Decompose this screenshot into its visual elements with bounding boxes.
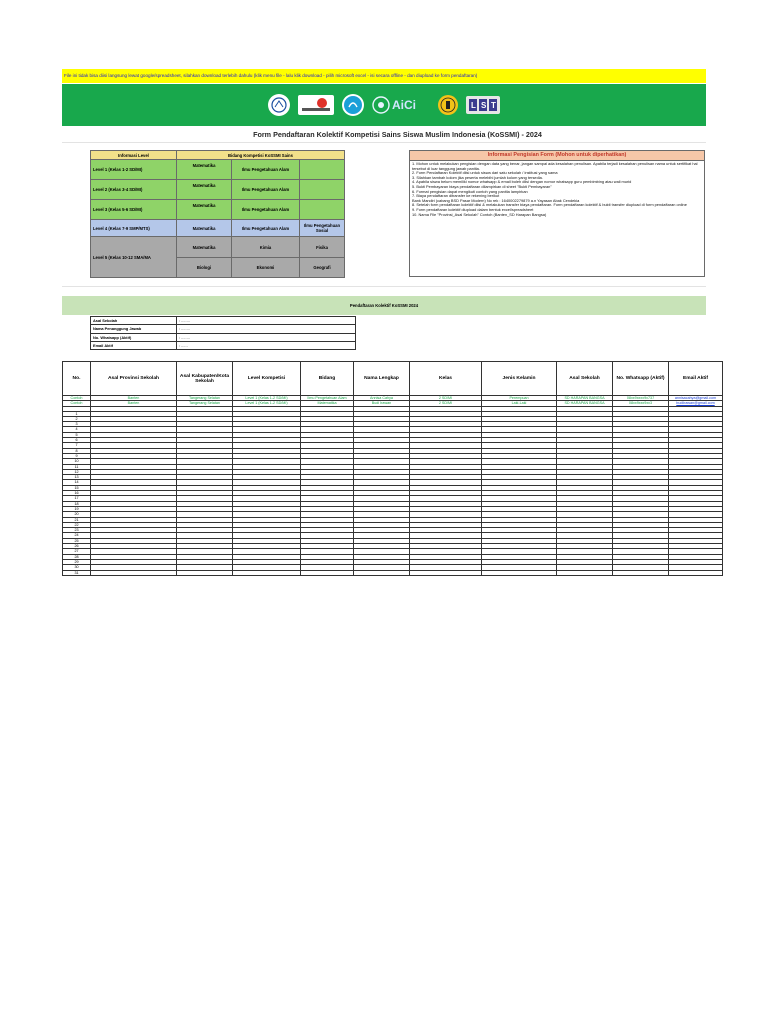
example-cell: SD HARAPAN BANGSA	[557, 401, 613, 406]
example-cell: budiirawan@gmail.com	[669, 401, 723, 406]
input-cell[interactable]	[301, 570, 354, 575]
level-label: Level 4 (Kelas 7-9 SMP/MTS)	[91, 220, 177, 237]
row-number: 5	[63, 432, 91, 437]
subject-cell	[300, 180, 345, 200]
col-header-level: Level Kompetisi	[233, 362, 301, 396]
col-header-province: Asal Provinsi Sekolah	[91, 362, 177, 396]
school-info-label: Email Aktif	[91, 341, 177, 349]
level-label: Level 3 (Kelas 5-6 SD/MI)	[91, 200, 177, 220]
subject-cell: Matematika	[177, 220, 232, 237]
row-number: 4	[63, 427, 91, 432]
example-cell: Contoh	[63, 396, 91, 401]
school-info-label: Asal Sekolah	[91, 317, 177, 325]
row-number: 8	[63, 448, 91, 453]
row-number: 3	[63, 422, 91, 427]
row-number: 11	[63, 464, 91, 469]
row-number: 17	[63, 496, 91, 501]
info-line: Bank Mandiri (cabang BSD Pasar Modern) No rek : 1640002279879 a.n Yayasan Abak Cendekia	[412, 197, 580, 203]
example-cell: Level 1 (Kelas 1-2 SD/MI)	[233, 401, 301, 406]
subject-cell: Ekonomi	[232, 258, 300, 278]
school-info-value[interactable]: : ........	[177, 325, 356, 333]
info-line: 6. Format pengisian dapat mengikuti contoh yang panitia lampirkan	[412, 188, 528, 194]
col-header-gender: Jenis Kelamin	[482, 362, 557, 396]
level-row	[91, 160, 345, 180]
school-info-value[interactable]: : ........	[177, 317, 356, 325]
input-cell[interactable]	[177, 570, 233, 575]
row-number: 28	[63, 554, 91, 559]
registration-bar: Pendaftaran Kolektif KoSSMI 2024	[62, 296, 706, 315]
row-number: 2	[63, 416, 91, 421]
level-row	[91, 180, 345, 200]
col-header-city: Asal Kabupaten/Kota Sekolah	[177, 362, 233, 396]
row-number: 30	[63, 565, 91, 570]
level-header: Informasi Level	[91, 151, 177, 160]
example-cell: Annisa Cahya	[354, 396, 410, 401]
school-info-label: Nama Penanggung Jawab	[91, 325, 177, 333]
row-number: 21	[63, 517, 91, 522]
row-number: 26	[63, 544, 91, 549]
svg-text:T: T	[491, 101, 496, 110]
row-number: 22	[63, 522, 91, 527]
info-line: 3. Silahkan tambah kolom jika peserta melebihi jumlah kolom yang tersedia.	[412, 174, 543, 180]
subject-cell: Kimia	[232, 237, 300, 258]
school-info-row	[91, 325, 356, 333]
input-cell[interactable]	[669, 570, 723, 575]
row-number: 7	[63, 443, 91, 448]
row-number: 9	[63, 453, 91, 458]
subject-cell: Ilmu Pengetahuan Alam	[232, 180, 300, 200]
example-cell: Tangerang Selatan	[177, 401, 233, 406]
input-cell[interactable]	[354, 570, 410, 575]
subject-cell: Ilmu Pengetahuan Alam	[232, 200, 300, 220]
row-number: 14	[63, 480, 91, 485]
info-title: Informasi Pengisian Form (Mohon untuk diperhatikan)	[410, 151, 704, 161]
info-line: 5. Bukti Pembayaran biaya pendaftaran dilampirkan di sheet "Bukti Pembayaran"	[412, 183, 552, 189]
subject-cell	[300, 160, 345, 180]
subject-cell: Ilmu Pengetahuan Alam	[232, 220, 300, 237]
example-cell: Contoh	[63, 401, 91, 406]
aici-logo	[372, 94, 430, 116]
col-header-class: Kelas	[410, 362, 482, 396]
level-label: Level 1 (Kelas 1-2 SD/MI)	[91, 160, 177, 180]
svg-text:AiCi: AiCi	[392, 98, 416, 112]
subject-cell: Geografi	[300, 258, 345, 278]
row-number: 23	[63, 528, 91, 533]
subject-cell: Fisika	[300, 237, 345, 258]
example-cell: Perempuan	[482, 396, 557, 401]
subject-header: Bidang Kompetisi KoSSMI Sains	[177, 151, 345, 160]
level-info-table	[90, 150, 345, 278]
info-line: 7. Biaya pendaftaran ditransfer ke rekening berikut	[412, 193, 500, 199]
info-line: 10. Nama File "Provinsi_Asal Sekolah" Contoh (Banten_SD Harapan Bangsa)	[412, 211, 547, 217]
input-cell[interactable]	[557, 570, 613, 575]
level-label: Level 5 (Kelas 10-12 SMA/MA	[91, 237, 177, 278]
col-header-name: Nama Lengkap	[354, 362, 410, 396]
info-line: 1. Mohon untuk melakukan pengisian dengan data yang benar, jangan sampai ada kesalahan penulisan. Apabila terjadi kesalahan penulisan nama untuk sertifikat hal tersebut di luar tanggung jawab panitia.	[412, 161, 698, 171]
example-cell: annisacahya@gmail.com	[669, 396, 723, 401]
school-info-value[interactable]: : ......	[177, 341, 356, 349]
info-line: 9. Form pendaftaran kolektif diupload dalam bentuk excel/spreadsheet	[412, 206, 534, 212]
school-info-value[interactable]: : ........	[177, 333, 356, 341]
row-number: 10	[63, 459, 91, 464]
row-number: 24	[63, 533, 91, 538]
school-info-table	[90, 316, 356, 350]
info-line: 8. Setelah form pendaftaran kolektif diisi & melakukan transfer biaya pendaftaran. Form pendaftaran kolektif & bukti transfer diupload di form pendaftaran online	[412, 202, 687, 208]
row-number: 15	[63, 485, 91, 490]
subject-cell: Matematika	[177, 160, 232, 180]
subject-cell: Matematika	[177, 200, 232, 220]
input-cell[interactable]	[613, 570, 669, 575]
subject-cell: Ilmu Pengetahuan Alam	[232, 160, 300, 180]
col-header-no: No.	[63, 362, 91, 396]
level-table-header	[91, 151, 345, 160]
school-info-row	[91, 333, 356, 341]
row-number: 13	[63, 475, 91, 480]
example-cell: Matematika	[301, 401, 354, 406]
row-number: 6	[63, 438, 91, 443]
row-number: 1	[63, 411, 91, 416]
subject-cell: Ilmu Pengetahuan Sosial	[300, 220, 345, 237]
table-row	[63, 570, 723, 575]
input-cell[interactable]	[91, 570, 177, 575]
level-row	[91, 220, 345, 237]
info-line: 2. Form Pendaftaran Kolektif diisi untuk siswa dari satu sekolah / institusi yang sama	[412, 170, 558, 176]
lst-logo	[466, 96, 500, 114]
info-body	[410, 161, 704, 218]
level-row	[91, 237, 345, 258]
example-cell: 2 SD/MI	[410, 396, 482, 401]
row-number: 27	[63, 549, 91, 554]
download-notice: File ini tidak bisa diisi langsung lewat google/spreadsheet, silahkan download terlebih dahulu (klik menu file - lalu klik download - pilih microsoft excel - isi secara offline - dan diupload ke form pendaftaran)	[62, 69, 706, 83]
col-header-email: Email Aktif	[669, 362, 723, 396]
school-info-row	[91, 341, 356, 349]
input-cell[interactable]	[410, 570, 482, 575]
sponsor-banner	[62, 84, 706, 126]
col-header-school: Asal Sekolah	[557, 362, 613, 396]
kossmi-logo	[342, 94, 364, 116]
example-cell: 08xx9xxx9xx3	[613, 401, 669, 406]
table-header-row	[63, 362, 723, 396]
example-cell: 2 SD/MI	[410, 401, 482, 406]
example-cell: Tangerang Selatan	[177, 396, 233, 401]
col-header-field: Bidang	[301, 362, 354, 396]
info-line: 4. Apabila siswa belum memiliki nomor whatsapp & email boleh diisi dengan nomor whatsapp guru pembimbing atau wali murid	[412, 179, 632, 185]
row-number: 20	[63, 512, 91, 517]
svg-text:S: S	[481, 101, 487, 110]
subject-cell: Matematika	[177, 237, 232, 258]
example-cell: Banten	[91, 396, 177, 401]
col-header-whatsapp: No. Whatsapp (Aktif)	[613, 362, 669, 396]
row-number: 19	[63, 506, 91, 511]
form-info-box	[409, 150, 705, 277]
subject-cell: Matematika	[177, 180, 232, 200]
sains-siswa-logo	[268, 94, 290, 116]
university-seal-icon	[438, 95, 458, 115]
example-cell: SD HARAPAN BANGSA	[557, 396, 613, 401]
input-cell[interactable]	[233, 570, 301, 575]
participant-table	[62, 361, 723, 576]
karya-anak-logo	[298, 95, 334, 115]
input-cell[interactable]	[482, 570, 557, 575]
example-cell: Ilmu Pengetahuan Alam	[301, 396, 354, 401]
example-cell: 08xx9xxxx9x737	[613, 396, 669, 401]
row-number: 18	[63, 501, 91, 506]
row-number: 31	[63, 570, 91, 575]
row-number: 12	[63, 469, 91, 474]
svg-text:L: L	[471, 101, 476, 110]
example-cell: Banten	[91, 401, 177, 406]
level-row	[91, 200, 345, 220]
example-cell: Level 1 (Kelas 1-2 SD/MI)	[233, 396, 301, 401]
row-number: 16	[63, 491, 91, 496]
subject-cell: Biologi	[177, 258, 232, 278]
example-cell: Laki-Laki	[482, 401, 557, 406]
example-cell: Budi Irawan	[354, 401, 410, 406]
school-info-row	[91, 317, 356, 325]
school-info-label: No. Whatsapp (Aktif)	[91, 333, 177, 341]
row-number: 25	[63, 538, 91, 543]
subject-cell	[300, 200, 345, 220]
form-title: Form Pendaftaran Kolektif Kompetisi Sains Siswa Muslim Indonesia (KoSSMI) - 2024	[253, 130, 542, 139]
row-number: 29	[63, 559, 91, 564]
level-label: Level 2 (Kelas 3-4 SD/MI)	[91, 180, 177, 200]
